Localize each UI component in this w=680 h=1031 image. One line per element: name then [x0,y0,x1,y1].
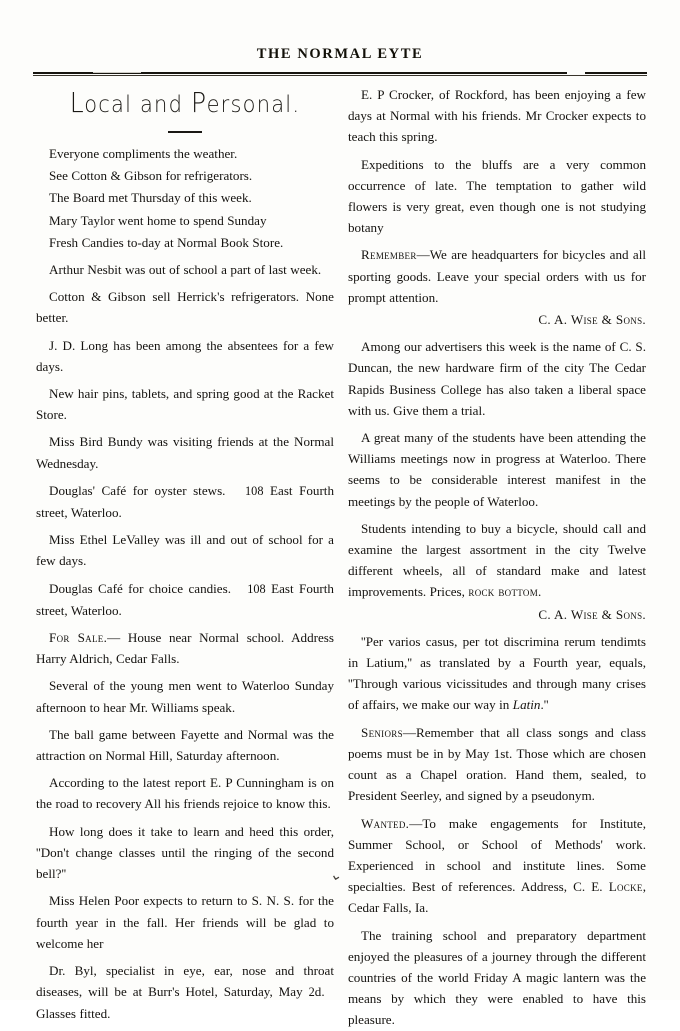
news-item: Miss Bird Bundy was visiting friends at the Normal Wednesday. [36,434,334,471]
remember-body: —We are headquarters for bicycles and all sporting goods. Leave your special orders with us for prompt attention. [348,247,646,305]
news-item: The Board met Thursday of this week. [49,190,252,206]
news-item-dr-byl: Dr. Byl, specialist in eye, ear, nose and throat diseases, will be at Burr's Hotel, Saturday, May 2d. Glasses fitted. [36,962,334,1022]
latin-italic-word: Latin [512,697,541,713]
section-heading-tail: ersonal. [206,90,301,118]
advertiser-signature: C. A. Wise & Sons. [538,312,646,328]
masthead [0,46,680,63]
news-item: Miss Ethel LeValley was ill and out of school for a few days. [36,532,334,569]
advert-bicycle-wise [348,518,646,625]
scan-artifact-mark: ⌄ [328,864,345,886]
news-item: Several of the young men went to Waterloo Sunday afternoon to hear Mr. Williams speak. [36,678,334,715]
for-sale-body: — House near Normal school. Address Harry Aldrich, Cedar Falls. [36,630,334,667]
street-number: 108 [247,581,266,596]
news-item: Everyone compliments the weather. [49,146,238,161]
news-item: According to the latest report E. P Cunningham is on the road to recovery All his friends rejoice to know this. [36,775,334,812]
section-heading-mid: ocal and [84,90,191,118]
news-item: Among our advertisers this week is the name of C. S. Duncan, the new hardware firm of the city The Cedar Rapids Business College has also taken a liberal space with us. Give them a trial. [348,339,646,418]
section-heading-text [70,86,300,118]
notice-seniors [348,722,646,807]
news-item: Expeditions to the bluffs are a very common occurrence of late. The temptation to gather wild flowers is very great, even though one is not studying botany [348,156,646,236]
latin-quote-body: ''Per varios casus, per tot discrimina rerum tendimts in Latium,'' as translated by a Fourth year, equals, ''Through various vicissitudes and through many crises of affairs, we make our way in [348,633,646,713]
seniors-label: Seniors [361,724,403,740]
news-item: Arthur Nesbit was out of school a part of last week. [49,262,322,278]
news-item: See Cotton & Gibson for refrigerators. [49,168,253,184]
rule-scan-gap-right [567,72,585,74]
news-item: The ball game between Fayette and Normal was the attraction on Normal Hill, Saturday afternoon. [36,726,334,764]
news-item: Mary Taylor went home to spend Sunday [49,212,267,228]
news-item: New hair pins, tablets, and spring good at the Racket Store. [36,386,334,423]
news-item-douglas-cafe-stews: Douglas' Café for oyster stews. 108 East Fourth street, Waterloo. [36,482,334,521]
street-number: 108 [245,483,264,498]
left-column [36,84,334,1025]
latin-quote-tail: .'' [540,697,549,713]
news-item-latin-quote [348,631,646,716]
section-heading-initial-p: P [190,86,207,119]
advert-remember-wise [348,244,646,330]
address-suffix: , Cedar Falls, Ia. [348,879,646,916]
rock-bottom-label: rock bottom. [468,584,542,600]
section-heading-initial-l: L [69,86,85,119]
right-column [348,84,646,1031]
seniors-body: —Remember that all class songs and class poems must be in by May 1st. Those which are chosen count as a Chapel oration. Hand them, sealed, to President Seerley, and signed by a pseudonym. [348,724,646,804]
for-sale-label: For Sale. [49,630,108,646]
section-heading-dash [168,131,202,133]
bicycle-advert-body: Students intending to buy a bicycle, should call and examine the largest assortment in the city Twelve different wheels, all of standard make and latest improvements. Prices, [348,520,646,600]
locke-name: Locke [608,879,643,895]
news-item: Cotton & Gibson sell Herrick's refrigerators. None better. [36,289,334,326]
wanted-label: Wanted. [361,815,410,831]
news-item: J. D. Long has been among the absentees for a few days. [36,337,334,374]
appointment-date: 2 [308,985,315,1000]
news-item: Miss Helen Poor expects to return to S. N. S. for the fourth year in the fall. Her friends will be glad to welcome her [36,893,334,951]
masthead-divider-rule [33,72,647,76]
wanted-body: —To make engagements for Institute, Summer School, or School of Methods' work. Experienced in school and institute lines. Some specialties. Best of references. [348,815,646,895]
section-heading-local-and-personal [36,88,334,122]
remember-label: Remember [361,247,417,263]
address-prefix: Address, C. E. [520,879,609,895]
page-title: THE NORMAL EYTE [256,46,424,62]
rule-thin-line [33,75,647,76]
news-item: How long does it take to learn and heed this order, ''Don't change classes until the ringing of the second bell?'' [36,823,334,882]
news-item: E. P Crocker, of Rockford, has been enjoying a few days at Normal with his friends. Mr Crocker expects to teach this spring. [348,87,646,145]
news-item-for-sale [36,627,334,669]
news-item: A great many of the students have been attending the Williams meetings now in progress at Waterloo. There seems to be considerable interest manifest in the meetings by the people of Waterloo. [348,430,646,509]
news-item: Fresh Candies to-day at Normal Book Store. [49,234,284,250]
notice-wanted [348,813,646,919]
news-item-training-school: The training school and preparatory department enjoyed the pleasures of a journey through the different countries of the world Friday A magic lantern was the means by which they were enabled to have this pleasure. [348,927,646,1028]
advertiser-signature: C. A. Wise & Sons. [538,606,646,622]
news-item-douglas-cafe-candies: Douglas Café for choice candies. 108 East Fourth street, Waterloo. [36,580,334,618]
rule-scan-gap-left [93,72,141,73]
